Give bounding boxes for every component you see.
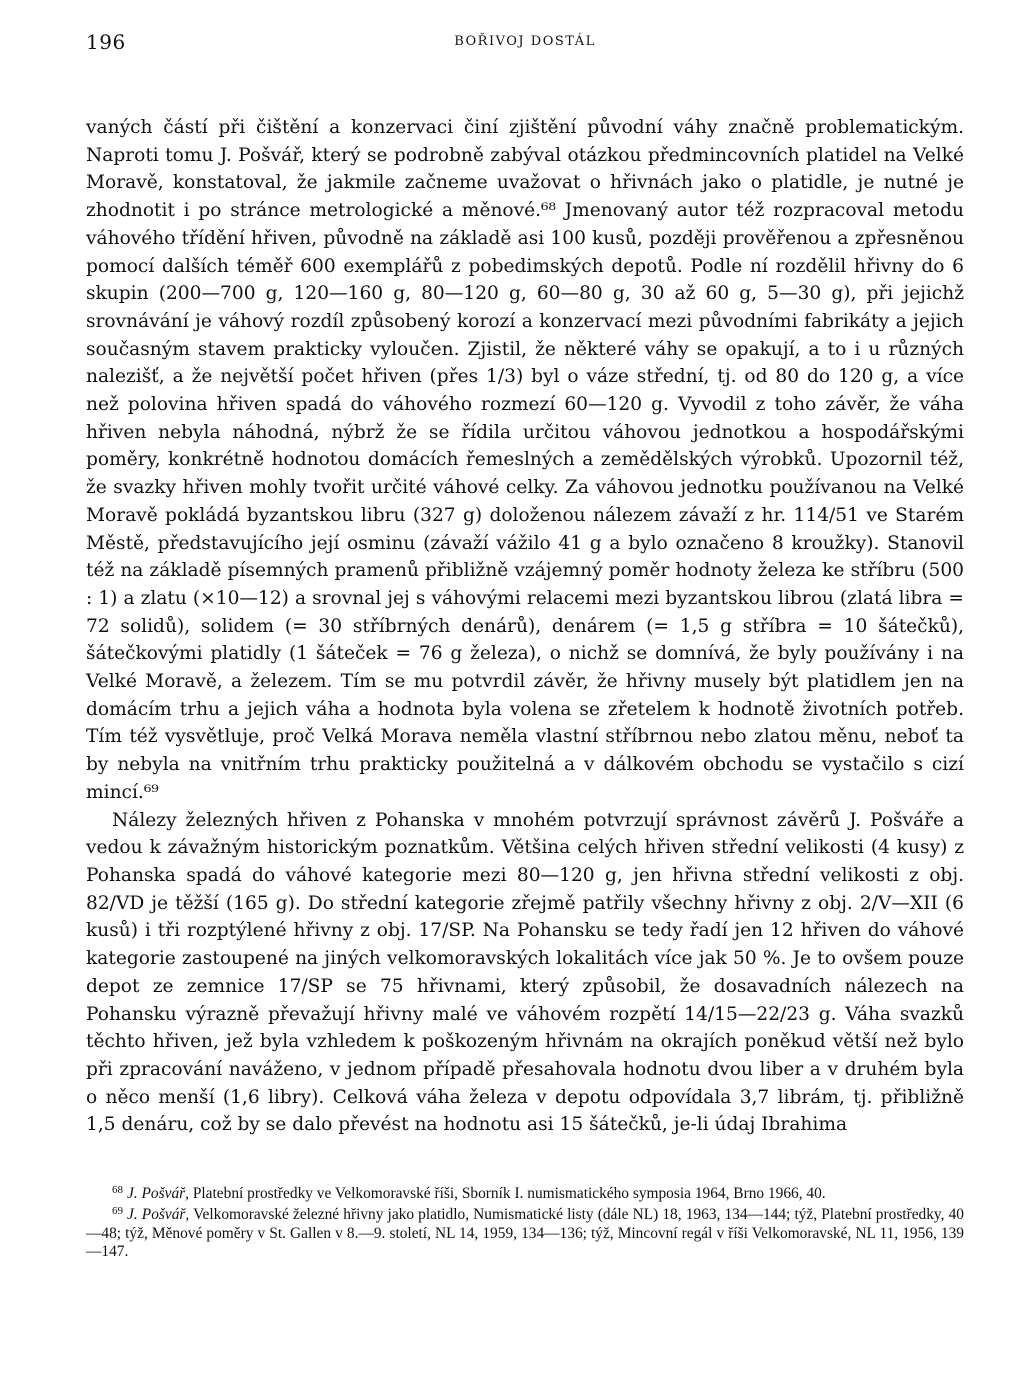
paragraph-1: vaných částí při čištění a konzervaci činí zjištění původní váhy značně problematickým. Naproti tomu J. Pošvář, který se podrobně zabýval otázkou předmincovních platidel na Velké Moravě, konstatoval, že jakmile začneme uvažovat o hřivnách jako o platidle, je nutné je zhodnotit i po stránce metrologické a měnové.⁶⁸ Jmenovaný autor též rozpracoval metodu váhového třídění hřiven, původně na základě asi 100 kusů, později prověřenou a zpřesněnou pomocí dalších téměř 600 exemplářů z pobedimských depotů. Podle ní rozdělil hřivny do 6 skupin (200—700 g, 120—160 g, 80—120 g, 60—80 g, 30 až 60 g, 5—30 g), při jejichž srovnávání je váhový rozdíl způsobený korozí a konzervací mezi původními fabrikáty a jejich současným stavem prakticky vyloučen. Zjistil, že některé váhy se opakují, a to i u různých nalezišť, a že největší počet hřiven (přes 1/3) byl o váze střední, tj. od 80 do 120 g, a více než polovina hřiven spadá do váhového rozmezí 60—120 g. Vyvodil z toho závěr, že váha hřiven nebyla náhodná, nýbrž že se řídila určitou váhovou jednotkou a hospodářskými poměry, konkrétně hodnotou domácích řemeslných a zemědělských výrobků. Upozornil též, že svazky hřiven mohly tvořit určité váhové celky. Za váhovou jednotku používanou na Velké Moravě pokládá byzantskou libru (327 g) doloženou nálezem závaží z hr. 114/51 ve Starém Městě, představujícího její osminu (závaží vážilo 41 g a bylo označeno 8 kroužky). Stanovil též na základě písemných pramenů přibližně vzájemný poměr hodnoty železa ke stříbru (500 : 1) a zlatu (×10—12) a srovnal jej s váhovými relacemi mezi byzantskou librou (zlatá libra = 72 solidů), solidem (= 30 stříbrných denárů), denárem (= 1,5 g stříbra = 10 šátečků), šátečkovými platidly (1 šáteček = 76 g železa), o nichž se domnívá, že byly používány i na Velké Moravě, a železem. Tím se mu potvrdil závěr, že hřivny musely být platidlem jen na domácím trhu a jejich váha a hodnota byla volena se zřetelem k hodnotě životních potřeb. Tím též vysvětluje, proč Velká Morava neměla vlastní stříbrnou nebo zlatou měnu, neboť ta by nebyla na vnitřním trhu prakticky použitelná a v dálkovém obchodu se vystačilo s cizí mincí.⁶⁹: [86, 117, 964, 803]
book-page: [86, 30, 964, 1260]
footnote-text: Velkomoravské železné hřivny jako platidlo, Numismatické listy (dále NL) 18, 1963, 134—144; týž, Platební prostředky, 40—48; týž, Měnové poměry v St. Gallen v 8.—9. století, NL 14, 1959, 134—136; týž, Mincovní regál v říši Velkomoravské, NL 11, 1956, 139—147.: [86, 1205, 964, 1260]
footnote-69: [86, 1206, 964, 1261]
footnote-author: J. Pošvář,: [127, 1205, 190, 1223]
footnotes: [86, 1185, 964, 1260]
page-header: [86, 30, 964, 60]
page-number: 196: [86, 30, 126, 54]
paragraph-2: Nálezy železných hřiven z Pohanska v mnohém potvrzují správnost závěrů J. Pošváře a vedou k závažným historickým poznatkům. Většina celých hřiven střední velikosti (4 kusy) z Pohanska spadá do váhové kategorie mezi 80—120 g, jen hřivna střední velikosti z obj. 82/VD je těžší (165 g). Do střední kategorie zřejmě patřily všechny hřivny z obj. 2/V—XII (6 kusů) i tři rozptýlené hřivny z obj. 17/SP. Na Pohansku se tedy řadí jen 12 hřiven do váhové kategorie zastoupené na jiných velkomoravských lokalitách více jak 50 %. Je to ovšem pouze depot ze zemnice 17/SP se 75 hřivnami, který způsobil, že dosavadních nálezech na Pohansku výrazně převažují hřivny malé ve váhovém rozpětí 14/15—22/23 g. Váha svazků těchto hřiven, jež byla vzhledem k poškozeným hřivnám na okrajích poněkud větší než bylo při zpracování naváženo, v jednom případě přesahovala hodnotu dvou liber a v druhém byla o něco menší (1,6 libry). Celková váha železa v depotu odpovídala 3,7 librám, tj. přibližně 1,5 denáru, což by se dalo převést na hodnotu asi 15 šátečků, je-li údaj Ibrahima: [86, 809, 964, 1136]
running-head: BOŘIVOJ DOSTÁL: [454, 34, 596, 49]
footnote-mark: 69: [112, 1204, 123, 1217]
footnote-author: J. Pošvář,: [127, 1185, 189, 1203]
main-text: [86, 114, 964, 1139]
footnote-68: [86, 1185, 964, 1205]
footnote-text: Platební prostředky ve Velkomoravské říši, Sborník I. numismatického symposia 1964, Brno 1966, 40.: [192, 1185, 826, 1203]
footnote-mark: 68: [112, 1184, 123, 1197]
